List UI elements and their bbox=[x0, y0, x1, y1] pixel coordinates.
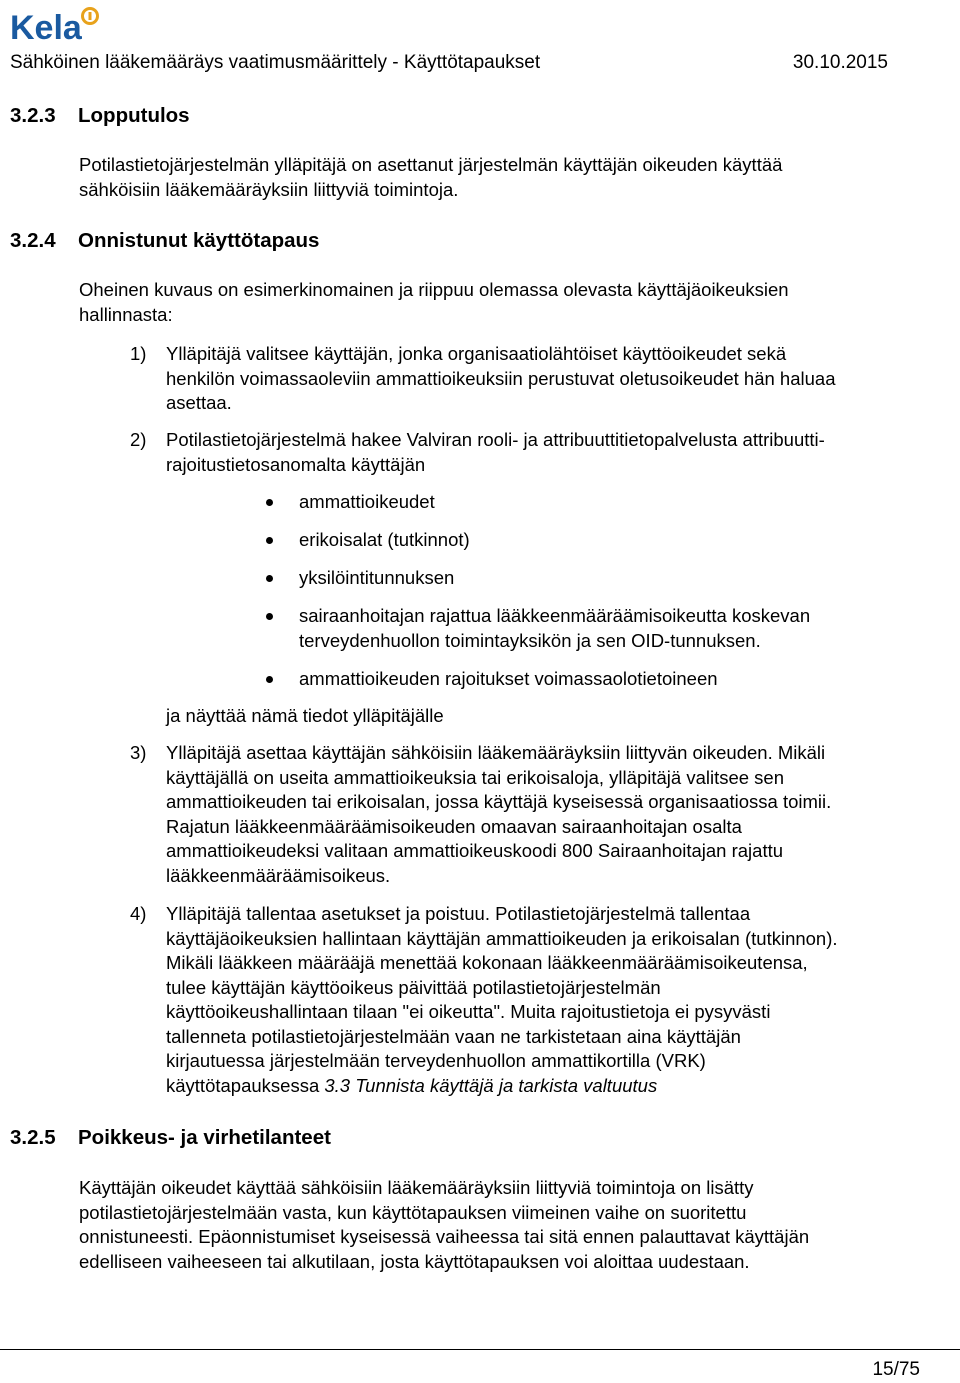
document-header bbox=[10, 51, 950, 75]
step-number: 3) bbox=[130, 742, 147, 763]
heading-title: Poikkeus- ja virhetilanteet bbox=[78, 1126, 331, 1149]
section-3-2-5-text bbox=[79, 1176, 939, 1274]
text-line: potilastietojärjestelmään vasta, kun käyttötapauksen viimeinen vaihe on suoritettu bbox=[79, 1201, 747, 1223]
text-line: käyttäjäoikeuksien hallintaan käyttäjän ammattioikeuden ja erikoisalan (tutkinnon). bbox=[166, 927, 838, 949]
text-line: käyttäjällä on useita ammattioikeuksia tai erikoisaloja, ylläpitäjä valitsee sen bbox=[166, 766, 785, 788]
text-line: Ylläpitäjä asettaa käyttäjän sähköisiin lääkemääräyksiin liittyvän oikeuden. Mikäli bbox=[166, 742, 826, 763]
text-line: sähköisiin lääkemääräyksiin liittyviä toimintoja. bbox=[79, 178, 459, 200]
bullet-dot-icon bbox=[266, 499, 273, 506]
text-line: Ylläpitäjä valitsee käyttäjän, jonka organisaatiolähtöiset käyttöoikeudet sekä bbox=[166, 343, 787, 364]
section-3-2-4-intro bbox=[79, 278, 939, 327]
kela-logo-text: Kela bbox=[10, 9, 82, 46]
heading-3-2-3 bbox=[10, 103, 190, 129]
bullet-text bbox=[299, 604, 939, 653]
text-line: Potilastietojärjestelmän ylläpitäjä on asettanut järjestelmän käyttäjän oikeuden käyttää bbox=[79, 154, 783, 175]
kela-logo bbox=[10, 6, 100, 46]
text-line: ammattioikeuden tai erikoisalan, jossa käyttäjä kyseisessä organisaatiossa toimii. bbox=[166, 791, 832, 812]
step-text bbox=[166, 902, 956, 1098]
text-line bbox=[166, 1074, 956, 1099]
section-3-2-3-text bbox=[79, 153, 939, 202]
text-line: Rajatun lääkkeenmääräämisoikeuden omaavan sairaanhoitajan osalta bbox=[166, 815, 742, 837]
step-text bbox=[166, 741, 956, 888]
text-line: käyttöoikeushallintaan tilaan "ei oikeutta". Muita rajoitustietoja ei pysyvästi bbox=[166, 1001, 771, 1022]
text-line: lääkkeenmääräämisoikeus. bbox=[166, 864, 391, 886]
cross-reference-link[interactable]: 3.3 Tunnista käyttäjä ja tarkista valtuutus bbox=[324, 1074, 658, 1096]
heading-number: 3.2.5 bbox=[10, 1126, 56, 1149]
document-date: 30.10.2015 bbox=[792, 52, 888, 73]
step-number: 1) bbox=[130, 343, 147, 364]
heading-title: Lopputulos bbox=[78, 104, 190, 127]
bullet-dot-icon bbox=[266, 537, 273, 544]
heading-3-2-4 bbox=[10, 228, 319, 254]
text-line: hallinnasta: bbox=[79, 303, 173, 325]
text-fragment: käyttötapauksessa bbox=[166, 1074, 325, 1096]
bullet-dot-icon bbox=[266, 676, 273, 683]
step-number: 2) bbox=[130, 429, 147, 450]
text-line: Käyttäjän oikeudet käyttää sähköisiin lääkemääräyksiin liittyviä toimintoja on lisätty bbox=[79, 1177, 754, 1198]
text-line: Potilastietojärjestelmä hakee Valviran rooli- ja attribuuttitietopalvelusta attribuutti- bbox=[166, 429, 825, 450]
text-line: asettaa. bbox=[166, 392, 232, 413]
heading-title: Onnistunut käyttötapaus bbox=[78, 229, 320, 252]
step-text bbox=[166, 342, 956, 416]
text-line: onnistuneesti. Epäonnistumiset kyseisessä vaiheessa tai sitä ennen palauttavat käyttäjän bbox=[79, 1226, 810, 1247]
bullet-dot-icon bbox=[266, 613, 273, 620]
bullet-dot-icon bbox=[266, 575, 273, 582]
bullet-text: ammattioikeudet bbox=[299, 491, 435, 512]
text-line: terveydenhuollon toimintayksikön ja sen OID-tunnuksen. bbox=[299, 629, 761, 651]
text-line: Oheinen kuvaus on esimerkinomainen ja riippuu olemassa olevasta käyttäjäoikeuksien bbox=[79, 279, 789, 300]
text-line: tallenneta potilastietojärjestelmään vaan ne tarkistetaan aina käyttäjän bbox=[166, 1025, 741, 1047]
step-2-after-text: ja näyttää nämä tiedot ylläpitäjälle bbox=[166, 705, 444, 726]
heading-3-2-5 bbox=[10, 1125, 331, 1151]
bullet-text: ammattioikeuden rajoitukset voimassaolotietoineen bbox=[299, 668, 718, 689]
step-number: 4) bbox=[130, 903, 147, 924]
text-line: henkilön voimassaoleviin ammattioikeuksiin perustuvat oletusoikeudet hän haluaa bbox=[166, 367, 836, 389]
document-title: Sähköinen lääkemääräys vaatimusmäärittely - Käyttötapaukset bbox=[10, 52, 541, 73]
text-line: edelliseen vaiheeseen tai alkutilaan, josta käyttötapauksen voi aloittaa uudestaan. bbox=[79, 1250, 750, 1272]
footer-divider bbox=[0, 1349, 960, 1350]
text-line: rajoitustietosanomalta käyttäjän bbox=[166, 453, 426, 475]
text-line: tulee käyttäjän käyttöoikeus päivittää potilastietojärjestelmän bbox=[166, 976, 661, 998]
heading-number: 3.2.3 bbox=[10, 104, 56, 127]
page-number: 15/75 bbox=[872, 1359, 920, 1380]
text-line: sairaanhoitajan rajattua lääkkeenmääräämisoikeutta koskevan bbox=[299, 605, 811, 626]
heading-number: 3.2.4 bbox=[10, 229, 56, 252]
text-line: kirjautuessa järjestelmään terveydenhuollon ammattikortilla (VRK) bbox=[166, 1050, 706, 1071]
bullet-text: yksilöintitunnuksen bbox=[299, 567, 455, 588]
bullet-text: erikoisalat (tutkinnot) bbox=[299, 529, 470, 550]
text-line: Ylläpitäjä tallentaa asetukset ja poistuu. Potilastietojärjestelmä tallentaa bbox=[166, 903, 751, 924]
step-text bbox=[166, 428, 956, 477]
text-line: ammattioikeudeksi valitaan ammattioikeuskoodi 800 Sairaanhoitajan rajattu bbox=[166, 840, 784, 861]
text-line: Mikäli lääkkeen määrääjä menettää kokonaan lääkkeenmääräämisoikeutensa, bbox=[166, 952, 808, 973]
